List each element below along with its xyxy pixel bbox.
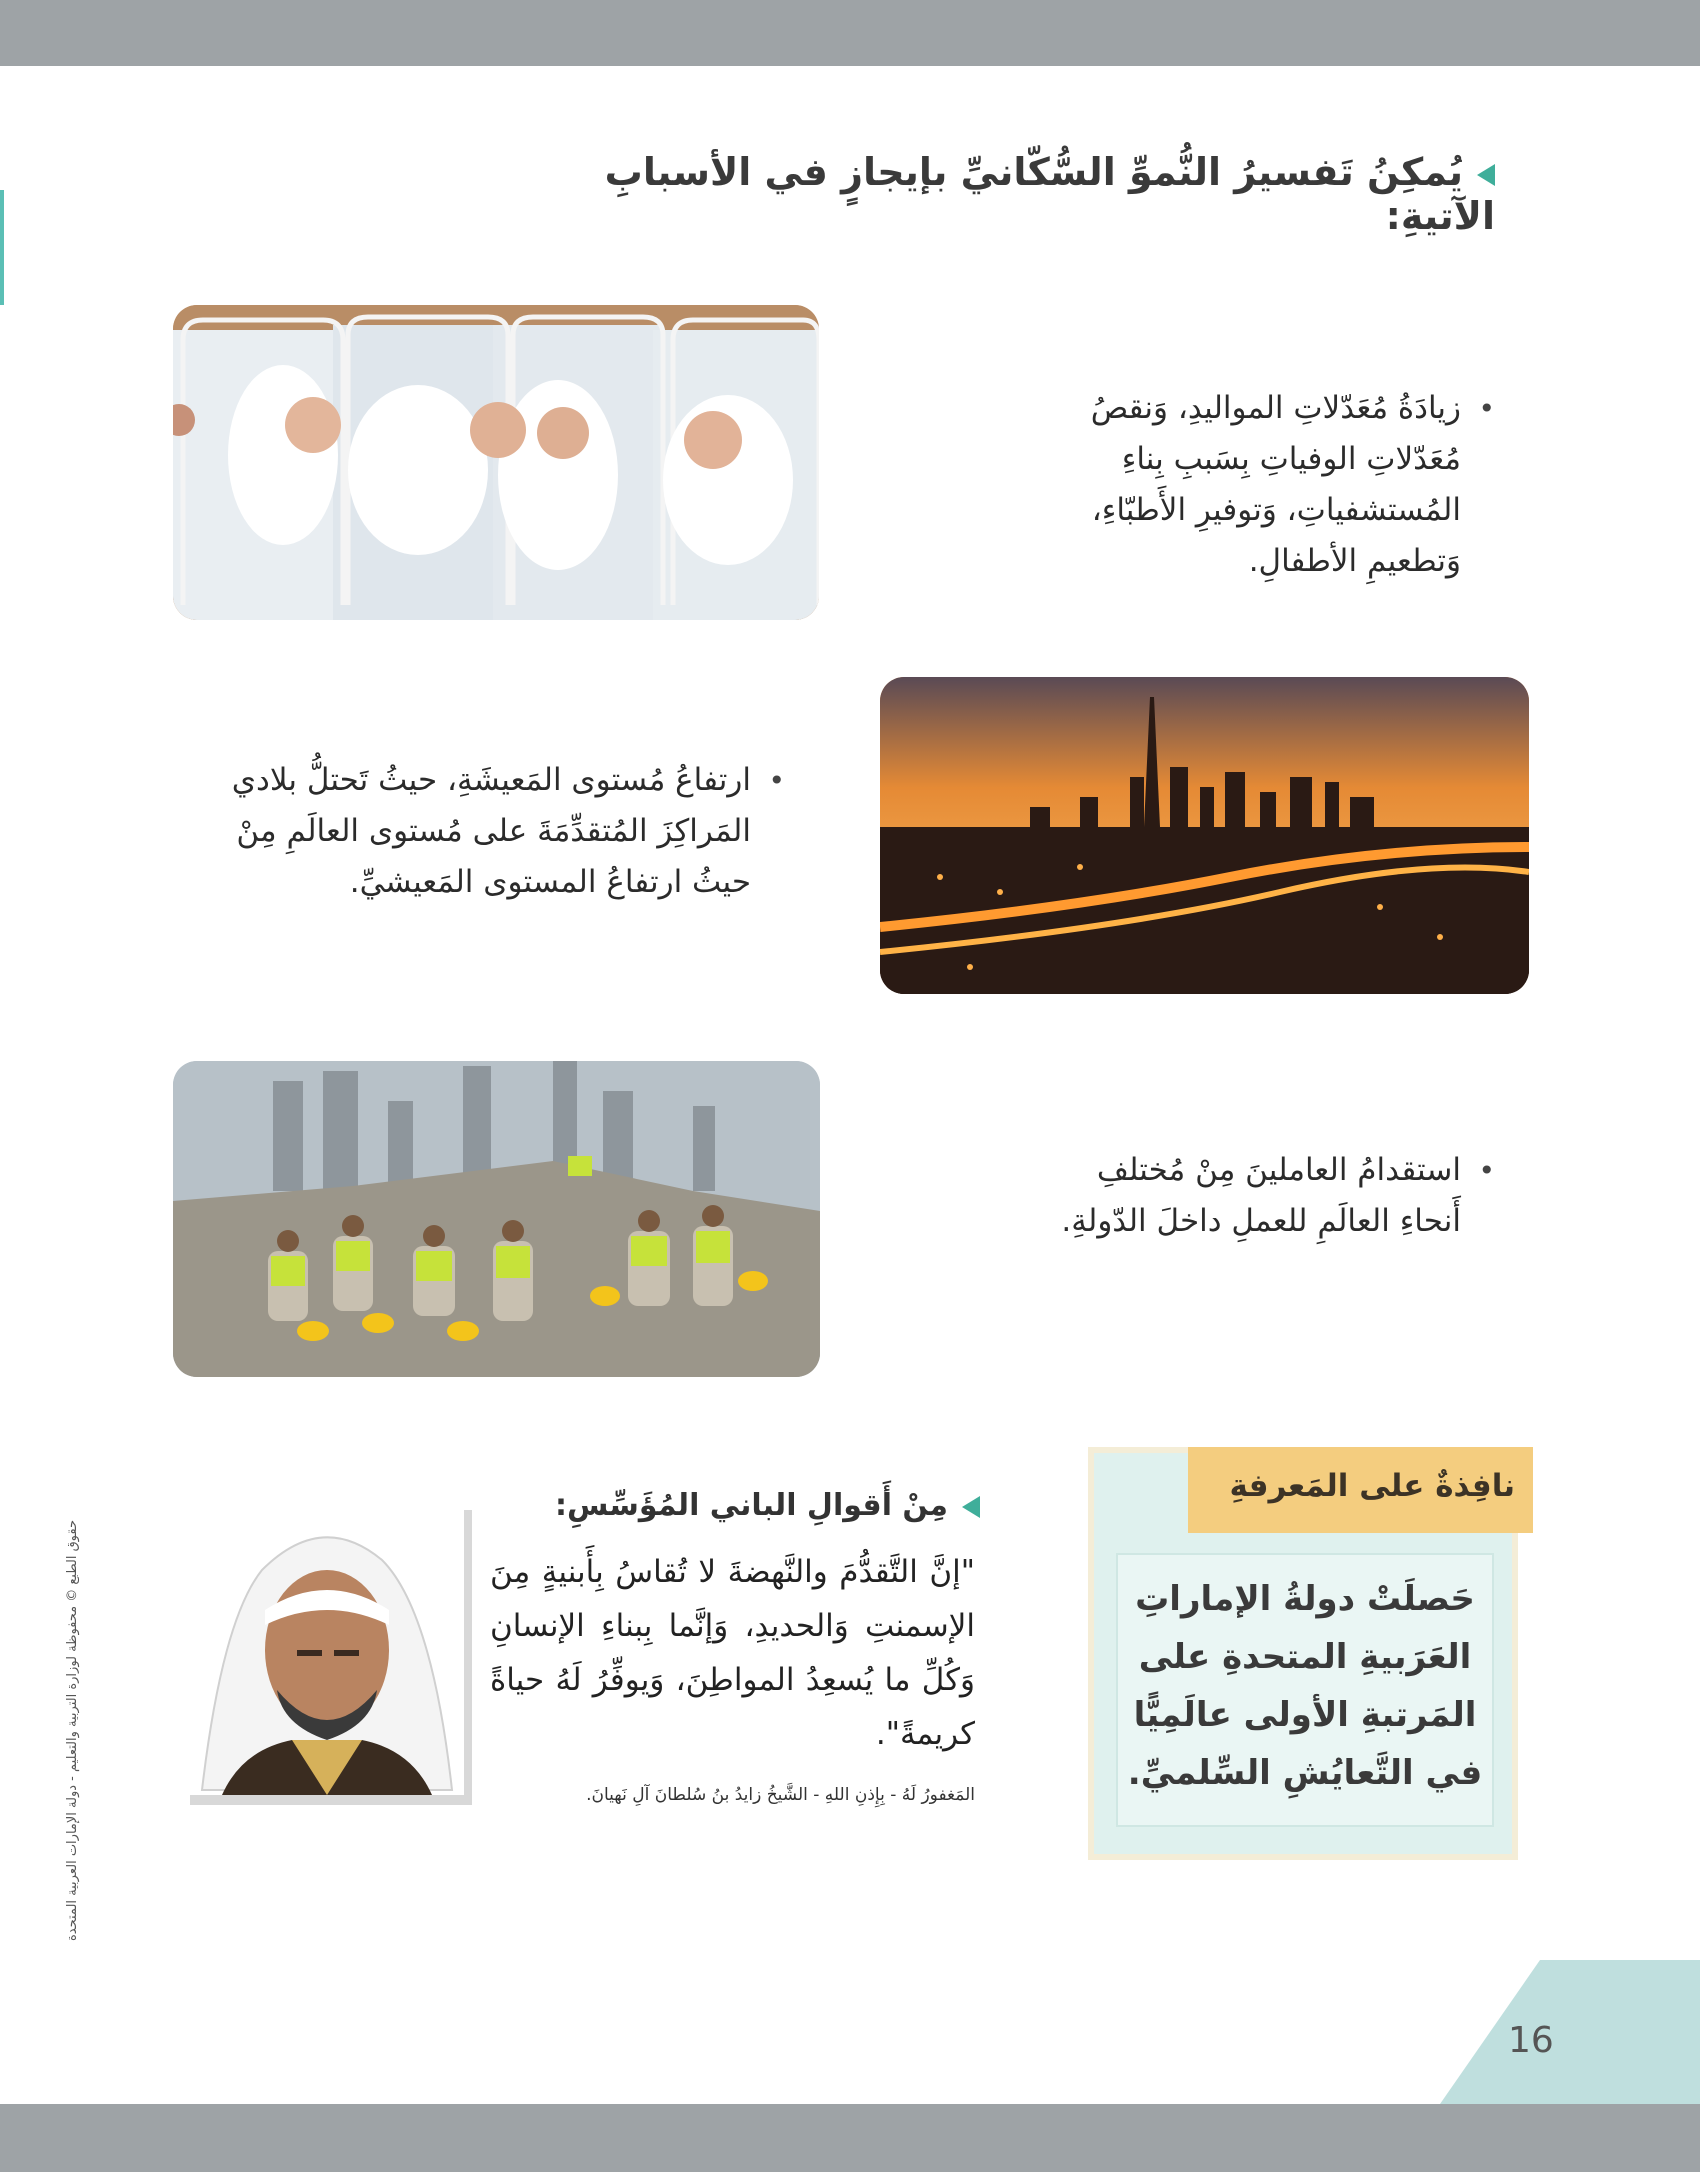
page-number: 16: [1508, 2020, 1554, 2061]
knowledge-window-text: حَصلَتْ دولةُ الإماراتِ العَرَبيةِ المتحدةِ على المَرتبةِ الأولى عالَمِيًّا في التَّعايُشِ السِّلميِّ.: [1127, 1579, 1483, 1793]
triangle-marker-icon: [1477, 164, 1495, 186]
section-heading: يُمكِنُ تَفسيرُ النُّموِّ السُّكّانيِّ بإيجازٍ في الأسبابِ الآتيةِ:: [604, 150, 1495, 238]
bullet-birth-rates: • زيادَةُ مُعَدّلاتِ المواليدِ، وَنقصُ مُعَدّلاتِ الوفياتِ بِسَببِ بِناءِ المُستشفياتِ، وَتوفيرِ الأَطبّاءِ، وَتطعيمِ الأطفالِ.: [1031, 383, 1495, 587]
quote-source: المَغفورُ لَهُ - بِإِذنِ اللهِ - الشَّيخُ زايدُ بنُ سُلطانَ آلِ نَهيانَ.: [586, 1785, 975, 1805]
photo-workers: [173, 1061, 820, 1377]
bottom-bar: [0, 2104, 1700, 2172]
quote-text: "إنَّ التَّقدُّمَ والنَّهضةَ لا تُقاسُ بِأَبنيةٍ مِنَ الإسمنتِ وَالحديدِ، وَإنَّما بِبناءِ الإنسانِ وَكُلِّ ما يُسعِدُ المواطِنَ، وَيوفِّرُ لَهُ حياةً كريمةً".: [490, 1554, 975, 1752]
bullet-living-standard: • ارتفاعُ مُستوى المَعيشَةِ، حيثُ تَحتلُّ بلادي المَراكِزَ المُتقدِّمَةَ على مُستوى العالَمِ مِنْ حيثُ ارتفاعُ المستوى المَعيشيِّ.: [191, 755, 785, 908]
portrait-photo: [182, 1500, 472, 1805]
portrait-illustration: [182, 1500, 472, 1805]
left-accent-strip: [0, 190, 4, 305]
triangle-marker-icon: [962, 1496, 980, 1518]
knowledge-window-title: نافِذةٌ على المَعرفةِ: [1229, 1468, 1515, 1504]
city-skyline-illustration: [880, 677, 1529, 994]
workers-illustration: [173, 1061, 820, 1377]
photo-city-skyline: [880, 677, 1529, 994]
quote-heading: مِنْ أَقوالِ الباني المُؤَسِّسِ:: [520, 1488, 980, 1523]
copyright-side-note: حقوق الطبع © محفوظة لوزارة التربية والتعليم - دولة الإمارات العربية المتحدة: [65, 1520, 80, 1942]
newborns-illustration: [173, 305, 819, 620]
photo-newborns: [173, 305, 819, 620]
bullet-workers: • استقدامُ العاملينَ مِنْ مُختلفِ أَنحاءِ العالَمِ للعملِ داخلَ الدّولةِ.: [1031, 1145, 1495, 1247]
top-bar: [0, 0, 1700, 66]
page-corner-decoration: [1440, 1960, 1700, 2104]
